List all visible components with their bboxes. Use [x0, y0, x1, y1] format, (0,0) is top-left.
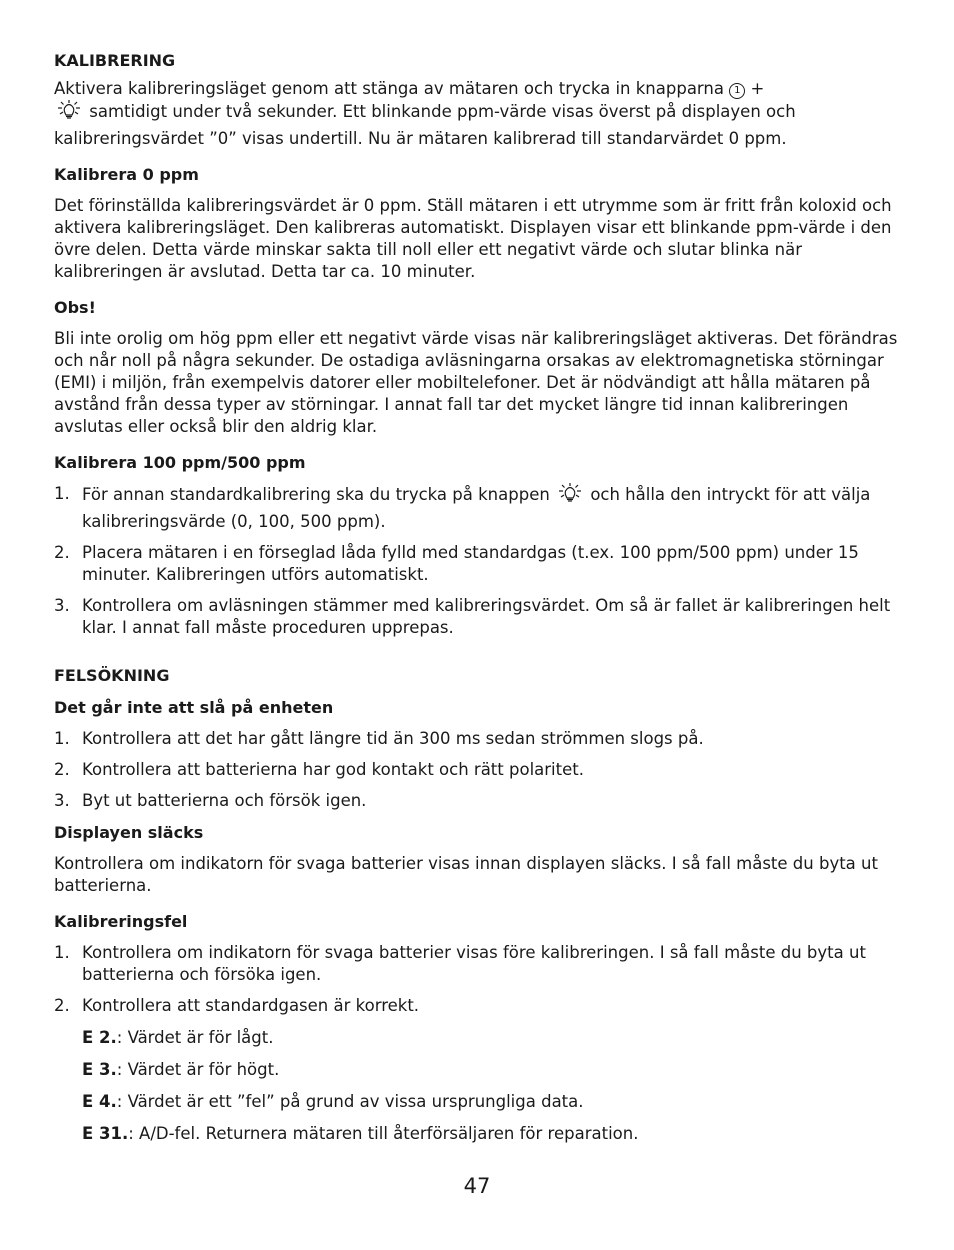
heading-calibration-error: Kalibreringsfel [54, 912, 188, 931]
list-item: 2. Kontrollera att batterierna har god kontakt och rätt polaritet. [54, 760, 584, 779]
list-item: 2. Placera mätaren i en förseglad låda fylld med standardgas (t.ex. 100 ppm/500 ppm) under 15 minuter. Kalibreringen utförs automatiskt. [54, 543, 859, 584]
error-code-row: E 31.: A/D-fel. Returnera mätaren till återförsäljaren för reparation. [82, 1124, 639, 1143]
list-item: 1. För annan standardkalibrering ska du trycka på knappen och hålla den intryckt för att välja kalibreringsvärde (0, 100, 500 ppm). [54, 484, 871, 531]
list-item: 1. Kontrollera att det har gått längre tid än 300 ms sedan strömmen slogs på. [54, 729, 704, 748]
error-codes [54, 1027, 904, 1145]
standard-calibration-list [54, 483, 904, 639]
heading-obs: Obs! [54, 298, 96, 317]
error-code-row: E 4.: Värdet är ett ”fel” på grund av vissa ursprungliga data. [82, 1092, 584, 1111]
heading-display-off: Displayen släcks [54, 823, 204, 842]
power-on-list [54, 728, 904, 812]
calibration-intro [54, 78, 904, 150]
list-item: 1. Kontrollera om indikatorn för svaga batterier visas före kalibreringen. I så fall måste du byta ut batterierna och försöka igen. [54, 943, 866, 984]
document-page [54, 50, 904, 1155]
error-code-row: E 3.: Värdet är för högt. [82, 1060, 280, 1079]
list-item: 2. Kontrollera att standardgasen är korrekt. [54, 996, 420, 1015]
obs-text: Bli inte orolig om hög ppm eller ett negativt värde visas när kalibreringsläget aktiveras. Det förändras och når noll på några sekunder. De ostadiga avläsningarna orsakas av elektromagnetiska störningar (EMI) i miljön, från exempelvis datorer eller mobiltelefoner. Det är nödvändigt att hålla mätaren på avstånd från dessa typer av störningar. I annat fall tar det mycket längre tid innan kalibreringen avslutas eller också blir den aldrig klar. [54, 329, 898, 436]
heading-kalibrera-100-500: Kalibrera 100 ppm/500 ppm [54, 453, 306, 472]
light-icon [54, 100, 84, 128]
display-off-text: Kontrollera om indikatorn för svaga batterier visas innan displayen släcks. I så fall måste du byta ut batterierna. [54, 854, 878, 895]
power-icon: 1 [729, 83, 745, 99]
list-item: 3. Byt ut batterierna och försök igen. [54, 791, 367, 810]
section-heading-kalibrering: KALIBRERING [54, 51, 176, 70]
intro-text-b: samtidigt under två sekunder. Ett blinkande ppm-värde visas överst på displayen och kalibreringsvärdet ”0” visas undertill. Nu är mätaren kalibrerad till standarvärdet 0 ppm. [54, 102, 796, 148]
list-item: 3. Kontrollera om avläsningen stämmer med kalibreringsvärdet. Om så är fallet är kalibreringen helt klar. I annat fall måste proceduren upprepas. [54, 596, 891, 637]
plus-sign: + [750, 79, 765, 98]
intro-text-a: Aktivera kalibreringsläget genom att stänga av mätaren och trycka in knapparna [54, 79, 724, 98]
error-code-row: E 2.: Värdet är för lågt. [82, 1028, 274, 1047]
light-icon [555, 483, 585, 511]
calibration-error-list [54, 942, 904, 1017]
page-number: 47 [463, 1174, 491, 1198]
zero-text: Det förinställda kalibreringsvärdet är 0 ppm. Ställ mätaren i ett utrymme som är fritt från koloxid och aktivera kalibreringsläget. Den kalibreras automatiskt. Displayen visar ett blinkande ppm-värde i den övre delen. Detta värde minskar sakta till noll eller ett negativt värde och slutar blinka när kalibreringen är avslutad. Detta tar ca. 10 minuter. [54, 196, 892, 281]
section-heading-felsokning: FELSÖKNING [54, 666, 170, 685]
heading-power-on-issue: Det går inte att slå på enheten [54, 698, 334, 717]
heading-kalibrera-0: Kalibrera 0 ppm [54, 165, 199, 184]
